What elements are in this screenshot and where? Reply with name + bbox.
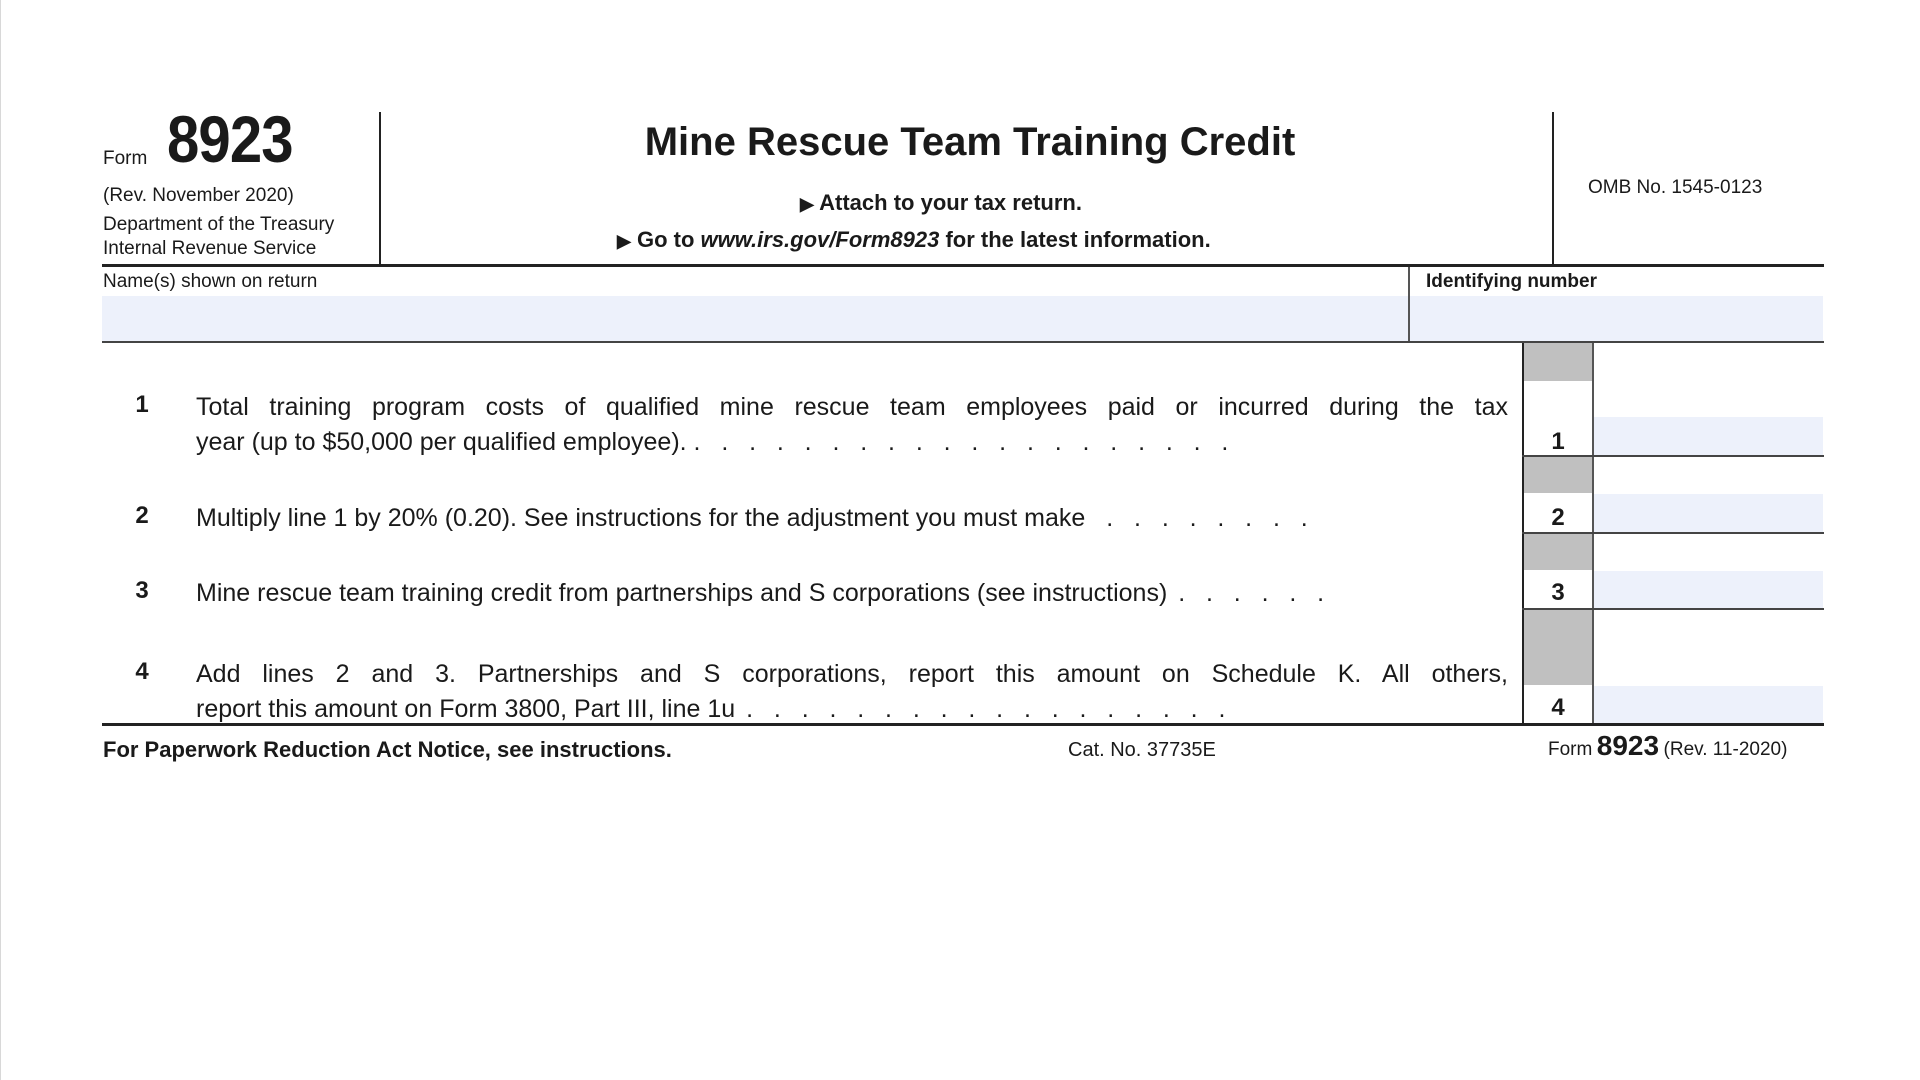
line-text-cont — [196, 692, 1225, 726]
header-divider-right — [1552, 112, 1554, 266]
footer-form-word: Form — [1548, 739, 1593, 760]
paperwork-notice: For Paperwork Reduction Act Notice, see instructions. — [103, 737, 672, 762]
department: Department of the Treasury — [103, 214, 335, 235]
header-bottom-rule — [102, 264, 1824, 267]
line-number: 4 — [135, 658, 149, 685]
dot-leader: . . . . . . . . — [1106, 504, 1308, 532]
form-bottom-rule — [102, 723, 1824, 726]
dot-leader: . . . . . . . . . . . . . . . . . . . . — [693, 428, 1229, 456]
line-3-amount-input[interactable] — [1594, 571, 1823, 608]
arrow-right-icon: ▶ — [800, 194, 814, 214]
shaded-box — [1524, 534, 1592, 570]
form-number: 8923 — [167, 102, 293, 176]
goto-instruction — [617, 227, 1211, 253]
catalog-number: Cat. No. 37735E — [1068, 739, 1216, 761]
attach-text: Attach to your tax return. — [819, 190, 1082, 215]
line-box-label: 4 — [1551, 694, 1565, 721]
shaded-box — [1524, 457, 1592, 493]
name-label: Name(s) shown on return — [103, 271, 318, 292]
id-input[interactable] — [1410, 296, 1823, 341]
line-text: Total training program costs of qualified mine rescue team employees paid or incurred during the tax — [196, 393, 1508, 421]
goto-suffix: for the latest information. — [939, 227, 1211, 252]
irs-url-link[interactable]: www.irs.gov/Form8923 — [700, 227, 940, 252]
line-number: 2 — [135, 502, 149, 529]
page-edge — [0, 0, 1, 1080]
footer-revision: (Rev. 11-2020) — [1663, 739, 1788, 760]
dot-leader: . . . . . . — [1178, 579, 1325, 607]
line-box-label: 3 — [1551, 579, 1565, 606]
line-4-amount-input[interactable] — [1594, 686, 1823, 723]
id-label: Identifying number — [1426, 271, 1597, 292]
line-number: 3 — [135, 577, 149, 604]
dot-leader: . . . . . . . . . . . . . . . . . . — [746, 695, 1226, 723]
form-revision: (Rev. November 2020) — [103, 185, 294, 206]
line-text: Add lines 2 and 3. Partnerships and S corporations, report this amount on Schedule K. All others, — [196, 660, 1508, 688]
footer-form-number: 8923 — [1596, 730, 1660, 761]
line-number: 1 — [135, 391, 149, 418]
line-1-amount-input[interactable] — [1594, 417, 1823, 455]
line-box-label: 1 — [1551, 428, 1565, 455]
line-text: Multiply line 1 by 20% (0.20). See instructions for the adjustment you must make — [196, 504, 1086, 532]
goto-prefix: Go to — [636, 227, 701, 252]
line-text-2: year (up to $50,000 per qualified employee). — [196, 428, 687, 456]
attach-instruction — [800, 190, 1082, 216]
shaded-box — [1524, 610, 1592, 685]
line-2-amount-input[interactable] — [1594, 494, 1823, 532]
header-divider-left — [379, 112, 381, 266]
line-box-label: 2 — [1551, 504, 1565, 531]
footer-form-id — [1548, 730, 1787, 762]
line-text-cont — [196, 425, 1228, 459]
form-title: Mine Rescue Team Training Credit — [644, 120, 1296, 164]
line-text: Mine rescue team training credit from partnerships and S corporations (see instructions) — [196, 579, 1168, 607]
line-text-row — [196, 501, 1308, 535]
line-text-row — [196, 576, 1324, 610]
shaded-box — [1524, 343, 1592, 381]
line-text-2: report this amount on Form 3800, Part III, line 1u — [196, 695, 736, 723]
arrow-right-icon: ▶ — [617, 231, 631, 251]
name-input[interactable] — [102, 296, 1408, 341]
omb-number: OMB No. 1545-0123 — [1588, 177, 1763, 198]
agency: Internal Revenue Service — [103, 238, 317, 259]
form-word: Form — [103, 148, 148, 169]
